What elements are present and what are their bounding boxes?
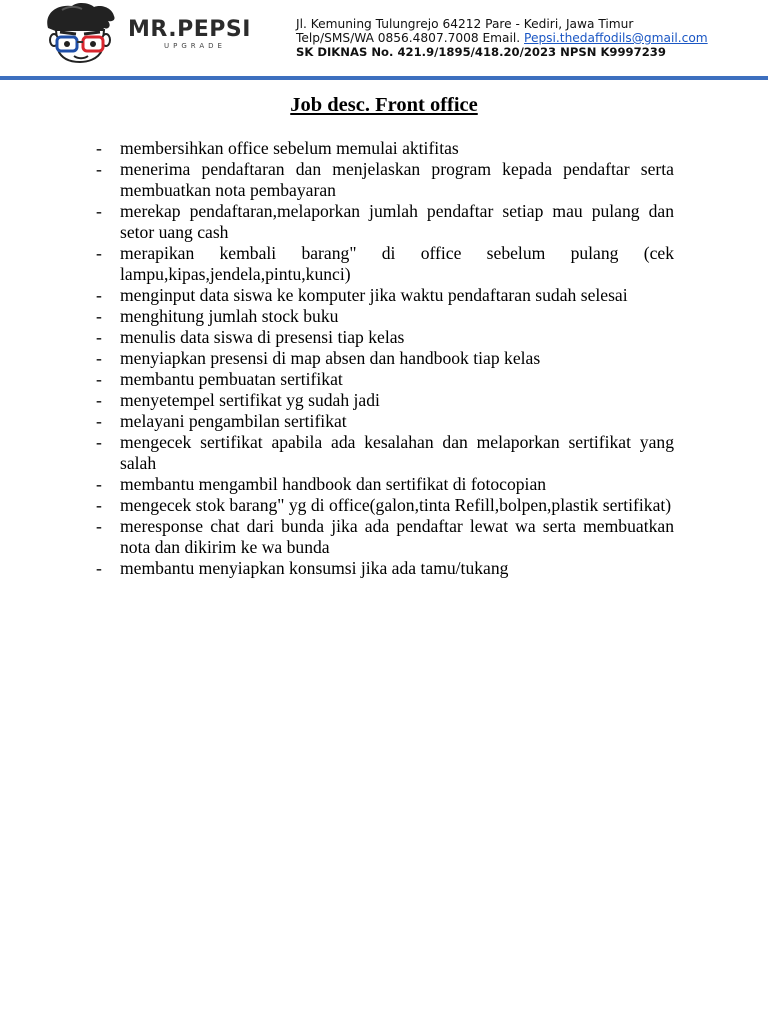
bullet-dash: - xyxy=(96,411,102,431)
brand-tagline: UPGRADE xyxy=(164,42,226,50)
list-item-text: merekap pendaftaran,melaporkan jumlah pendaftar setiap mau pulang dan setor uang cash xyxy=(120,201,674,242)
job-description-list xyxy=(96,138,674,579)
list-item-text: meresponse chat dari bunda jika ada pendaftar lewat wa serta membuatkan nota dan dikirim ke wa bunda xyxy=(120,516,674,557)
bullet-dash: - xyxy=(96,474,102,494)
bullet-dash: - xyxy=(96,432,102,452)
list-item-text: mengecek stok barang" yg di office(galon,tinta Refill,bolpen,plastik sertifikat) xyxy=(120,495,672,515)
phone-email-line xyxy=(296,31,708,45)
document-title: Job desc. Front office xyxy=(290,94,478,116)
list-item-text: membantu pembuatan sertifikat xyxy=(120,369,343,389)
bullet-dash: - xyxy=(96,558,102,578)
list-item xyxy=(96,390,674,411)
address-line: Jl. Kemuning Tulungrejo 64212 Pare - Kediri, Jawa Timur xyxy=(296,17,634,31)
list-item xyxy=(96,138,674,159)
list-item-text: melayani pengambilan sertifikat xyxy=(120,411,347,431)
list-item xyxy=(96,558,674,579)
list-item-text: membersihkan office sebelum memulai aktifitas xyxy=(120,138,459,158)
contact-block xyxy=(296,17,708,59)
bullet-dash: - xyxy=(96,159,102,179)
cartoon-boy-with-glasses-logo xyxy=(42,2,118,64)
list-item xyxy=(96,516,674,558)
list-item xyxy=(96,495,674,516)
brand-name: MR.PEPSI xyxy=(128,17,251,42)
bullet-dash: - xyxy=(96,369,102,389)
bullet-dash: - xyxy=(96,327,102,347)
list-item-text: menulis data siswa di presensi tiap kelas xyxy=(120,327,405,347)
bullet-dash: - xyxy=(96,516,102,536)
phone-text: Telp/SMS/WA 0856.4807.7008 Email. xyxy=(296,31,525,45)
list-item xyxy=(96,285,674,306)
bullet-dash: - xyxy=(96,495,102,515)
header-divider xyxy=(0,76,768,80)
bullet-dash: - xyxy=(96,306,102,326)
bullet-dash: - xyxy=(96,348,102,368)
list-item-text: menyetempel sertifikat yg sudah jadi xyxy=(120,390,380,410)
list-item xyxy=(96,201,674,243)
list-item-text: merapikan kembali barang" di office sebelum pulang (cek lampu,kipas,jendela,pintu,kunci) xyxy=(120,243,674,284)
list-item xyxy=(96,306,674,327)
list-item xyxy=(96,432,674,474)
list-item-text: mengecek sertifikat apabila ada kesalahan dan melaporkan sertifikat yang salah xyxy=(120,432,674,473)
bullet-dash: - xyxy=(96,243,102,263)
list-item-text: menginput data siswa ke komputer jika waktu pendaftaran sudah selesai xyxy=(120,285,628,305)
list-item-text: menerima pendaftaran dan menjelaskan program kepada pendaftar serta membuatkan nota pembayaran xyxy=(120,159,674,200)
bullet-dash: - xyxy=(96,285,102,305)
list-item-text: menyiapkan presensi di map absen dan handbook tiap kelas xyxy=(120,348,541,368)
list-item xyxy=(96,159,674,201)
list-item-text: membantu mengambil handbook dan sertifikat di fotocopian xyxy=(120,474,547,494)
bullet-dash: - xyxy=(96,138,102,158)
brand-block xyxy=(128,18,268,51)
list-item xyxy=(96,327,674,348)
list-item-text: membantu menyiapkan konsumsi jika ada tamu/tukang xyxy=(120,558,509,578)
email-link[interactable]: Pepsi.thedaffodils@gmail.com xyxy=(524,31,708,45)
list-item xyxy=(96,411,674,432)
registration-line: SK DIKNAS No. 421.9/1895/418.20/2023 NPSN K9997239 xyxy=(296,45,666,59)
list-item xyxy=(96,243,674,285)
bullet-dash: - xyxy=(96,201,102,221)
list-item xyxy=(96,348,674,369)
list-item xyxy=(96,474,674,495)
list-item-text: menghitung jumlah stock buku xyxy=(120,306,339,326)
letterhead xyxy=(0,0,768,80)
bullet-dash: - xyxy=(96,390,102,410)
list-item xyxy=(96,369,674,390)
